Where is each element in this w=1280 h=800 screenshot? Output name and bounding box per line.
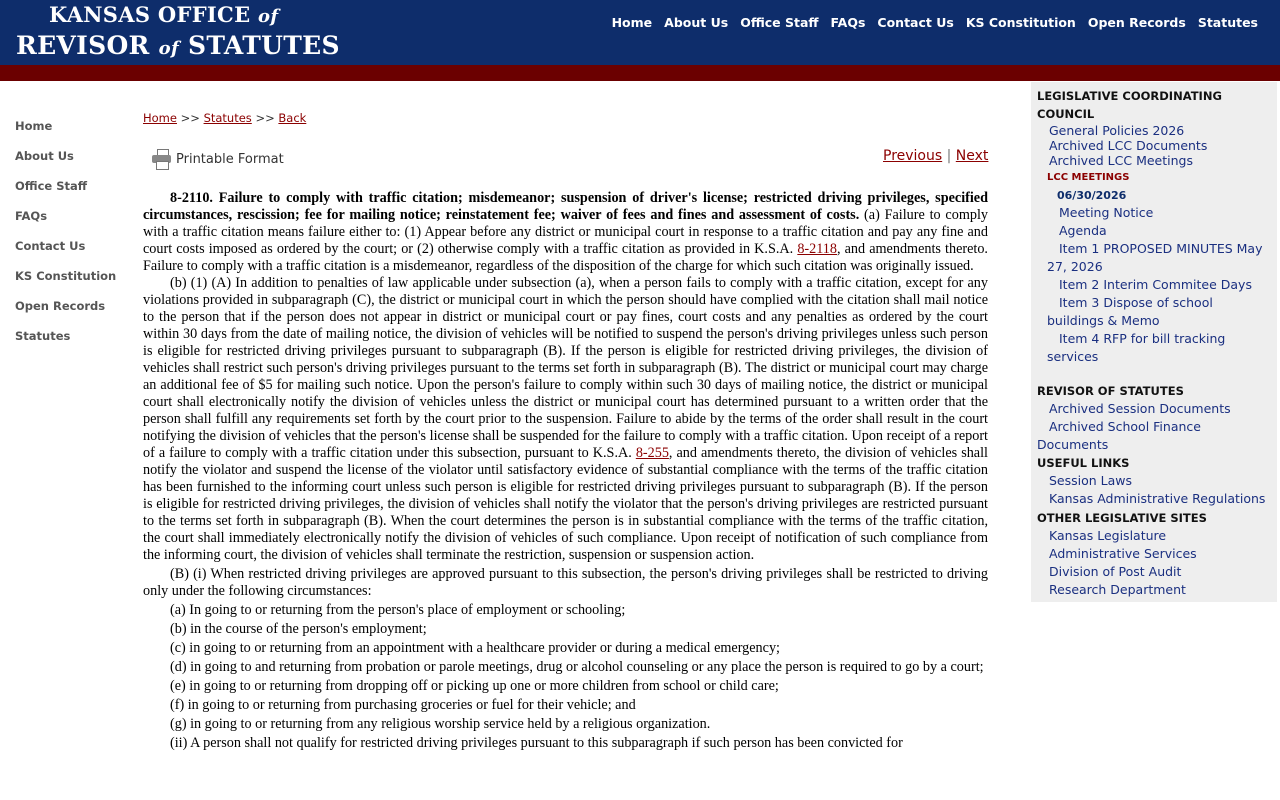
top-nav-contact-us[interactable]: Contact Us <box>877 15 954 30</box>
top-nav-faqs[interactable]: FAQs <box>830 15 866 30</box>
statute-list-item: (g) in going to or returning from any religious worship service held by a religious organization. <box>170 716 711 732</box>
site-logo-line2[interactable] <box>16 31 340 60</box>
top-nav-ks-constitution[interactable]: KS Constitution <box>965 15 1076 30</box>
top-nav-statutes[interactable]: Statutes <box>1197 15 1258 30</box>
statute-link-8-2118[interactable]: 8-2118 <box>797 241 837 257</box>
printable-format-label: Printable Format <box>176 151 284 167</box>
breadcrumb-home[interactable]: Home <box>143 111 177 125</box>
research-department-link[interactable]: Research Department <box>1049 582 1186 597</box>
session-laws-link[interactable]: Session Laws <box>1049 473 1133 488</box>
logo-revisor: REVISOR <box>16 31 150 60</box>
breadcrumb-back[interactable]: Back <box>278 111 307 125</box>
lcc-heading-line2: COUNCIL <box>1037 107 1095 121</box>
statute-list-item: (a) In going to or returning from the person's place of employment or schooling; <box>170 602 626 618</box>
general-policies-link[interactable]: General Policies 2026 <box>1049 123 1185 138</box>
archived-lcc-meetings-link[interactable]: Archived LCC Meetings <box>1049 153 1193 168</box>
statute-heading: 8-2110. Failure to comply with traffic citation; misdemeanor; suspension of driver's license; restricted driving privileges, specified circumstances, rescission; fee for mailing notice; reinstatement fee; waiver of fees and fines and assessment of costs. <box>143 190 988 223</box>
logo-of-1: of <box>258 6 279 27</box>
breadcrumb-separator: >> <box>180 111 200 125</box>
item-1-minutes-link[interactable]: Item 1 PROPOSED MINUTES May 27, 2026 <box>1047 241 1263 274</box>
statute-list-item: (e) in going to or returning from dropping off or picking up one or more children from school or child care; <box>170 678 779 694</box>
printable-format-link[interactable] <box>152 149 284 169</box>
left-nav-home[interactable]: Home <box>15 119 53 133</box>
printer-icon <box>152 149 172 169</box>
top-nav-home[interactable]: Home <box>611 15 653 30</box>
administrative-services-link[interactable]: Administrative Services <box>1049 546 1197 561</box>
meeting-date: 06/30/2026 <box>1057 189 1127 202</box>
statute-list-item: (b) in the course of the person's employment; <box>170 621 427 637</box>
left-nav <box>15 118 116 358</box>
statute-link-8-255[interactable]: 8-255 <box>635 445 669 461</box>
statute-paragraph-a <box>143 190 988 275</box>
statute-list-item: (f) in going to or returning from purchasing groceries or fuel for their vehicle; and <box>170 697 636 713</box>
pager <box>883 148 988 164</box>
next-link[interactable]: Next <box>955 148 989 164</box>
right-sidebar <box>1031 82 1277 602</box>
site-logo-line1[interactable] <box>49 2 278 27</box>
meeting-notice-link[interactable]: Meeting Notice <box>1059 205 1154 220</box>
item-2-interim-days-link[interactable]: Item 2 Interim Commitee Days <box>1059 277 1252 292</box>
statute-text-span: , and amendments thereto. Failure to comply with a traffic citation is a misdemeanor, regardless of the disposition of the charge for which such citation was originally issued. <box>143 241 988 274</box>
statute-paragraph-ii: (ii) A person shall not qualify for restricted driving privileges pursuant to this subparagraph if such person has been convicted for <box>170 735 903 751</box>
breadcrumb-statutes[interactable]: Statutes <box>203 111 252 125</box>
item-3-dispose-buildings-link[interactable]: Item 3 Dispose of school buildings & Memo <box>1047 295 1213 328</box>
statute-text-span: , and amendments thereto, the division of vehicles shall notify the violator and suspend the license of the violator until satisfactory evidence of substantial compliance with the terms of the traffic citation has been furnished to the informing court unless such person is eligible for restricted driving privileges pursuant to subparagraph (B). If the person is eligible for restricted driving privileges, the division of vehicles shall notify the violator that the person's driving privileges are restricted pursuant to the terms set forth in subparagraph (B). When the court determines the person is in substantial compliance with the terms of the traffic citation, the court shall immediately electronically notify the division of vehicles of such compliance. Upon receipt of notification of such compliance from the informing court, the division of vehicles shall terminate the restriction, suspension or suspension action. <box>143 445 988 563</box>
top-nav-office-staff[interactable]: Office Staff <box>740 15 819 30</box>
left-nav-about-us[interactable]: About Us <box>15 149 74 163</box>
breadcrumb-separator: >> <box>255 111 275 125</box>
lcc-meetings-heading: LCC MEETINGS <box>1047 172 1130 183</box>
agenda-link[interactable]: Agenda <box>1059 223 1107 238</box>
statute-list-item: (d) in going to and returning from probation or parole meetings, drug or alcohol counseling or any place the person is required to go by a court; <box>170 659 984 675</box>
left-nav-faqs[interactable]: FAQs <box>15 209 48 223</box>
previous-link[interactable]: Previous <box>883 148 943 164</box>
left-nav-statutes[interactable]: Statutes <box>15 329 71 343</box>
statute-list-item: (c) in going to or returning from an appointment with a healthcare provider or during a medical emergency; <box>170 640 780 656</box>
top-nav-about-us[interactable]: About Us <box>664 15 729 30</box>
archived-school-finance-link[interactable]: Archived School Finance Documents <box>1037 419 1201 452</box>
statute-paragraph-b <box>143 275 988 564</box>
useful-links-heading: USEFUL LINKS <box>1037 456 1130 470</box>
item-4-rfp-link[interactable]: Item 4 RFP for bill tracking services <box>1047 331 1226 364</box>
other-legislative-sites-heading: OTHER LEGISLATIVE SITES <box>1037 511 1207 525</box>
top-nav-open-records[interactable]: Open Records <box>1087 15 1186 30</box>
site-header <box>0 0 1280 65</box>
lcc-heading: LEGISLATIVE COORDINATING <box>1037 89 1222 103</box>
statute-paragraph-B: (B) (i) When restricted driving privileges are approved pursuant to this subsection, the person's driving privileges shall be restricted to driving only under the following circumstances: <box>143 566 988 599</box>
kansas-admin-regulations-link[interactable]: Kansas Administrative Regulations <box>1049 491 1266 506</box>
archived-session-documents-link[interactable]: Archived Session Documents <box>1049 401 1231 416</box>
left-nav-open-records[interactable]: Open Records <box>15 299 106 313</box>
division-of-post-audit-link[interactable]: Division of Post Audit <box>1049 564 1182 579</box>
left-nav-ks-constitution[interactable]: KS Constitution <box>15 269 117 283</box>
left-nav-office-staff[interactable]: Office Staff <box>15 179 88 193</box>
pager-separator: | <box>946 148 952 164</box>
archived-lcc-documents-link[interactable]: Archived LCC Documents <box>1049 138 1208 153</box>
header-stripe <box>0 65 1280 81</box>
logo-kansas-office: KANSAS OFFICE <box>49 2 251 27</box>
statute-text <box>143 190 988 752</box>
top-nav <box>600 15 1258 30</box>
kansas-legislature-link[interactable]: Kansas Legislature <box>1049 528 1167 543</box>
logo-statutes: STATUTES <box>188 31 340 60</box>
logo-of-2: of <box>158 38 180 59</box>
left-nav-contact-us[interactable]: Contact Us <box>15 239 86 253</box>
statute-text-span: (b) (1) (A) In addition to penalties of law applicable under subsection (a), when a person fails to comply with a traffic citation, except for any violations provided in subparagraph (C), the district or municipal court in which the person should have complied with the citation shall mail notice to the person that if the person does not appear in district or municipal court or pay fines, court costs and any penalties as ordered by the court within 30 days from the date of mailing notice, the division of vehicles will be notified to suspend the person's driving privileges unless such person is eligible for restricted driving privileges pursuant to subparagraph (B). If the person is eligible for restricted driving privileges, the division of vehicles shall restrict such person's driving privileges pursuant to the terms set forth in subparagraph (B). The district or municipal court may charge an additional fee of $5 for mailing such notice. Upon the person's failure to comply within such 30 days of mailing notice, the district or municipal court shall electronically notify the division of vehicles unless the district or municipal court has determined pursuant to a written order that the person shall fulfill any requirements set forth by the court prior to the suspension. Failure to abide by the terms of the order shall result in the court notifying the division of vehicles that the person's license shall be suspended for the failure to comply with a traffic citation. Upon receipt of a report of a failure to comply with a traffic citation under this subsection, pursuant to K.S.A. <box>143 275 988 461</box>
revisor-of-statutes-heading: REVISOR OF STATUTES <box>1037 384 1184 398</box>
statute-text-span: (a) Failure to comply with a traffic citation means failure either to: (1) Appear before any district or municipal court in response to a traffic citation and pay any fine and court costs imposed as ordered by the court; or (2) otherwise comply with a traffic citation as provided in K.S.A. <box>143 207 988 257</box>
breadcrumb <box>143 111 306 125</box>
